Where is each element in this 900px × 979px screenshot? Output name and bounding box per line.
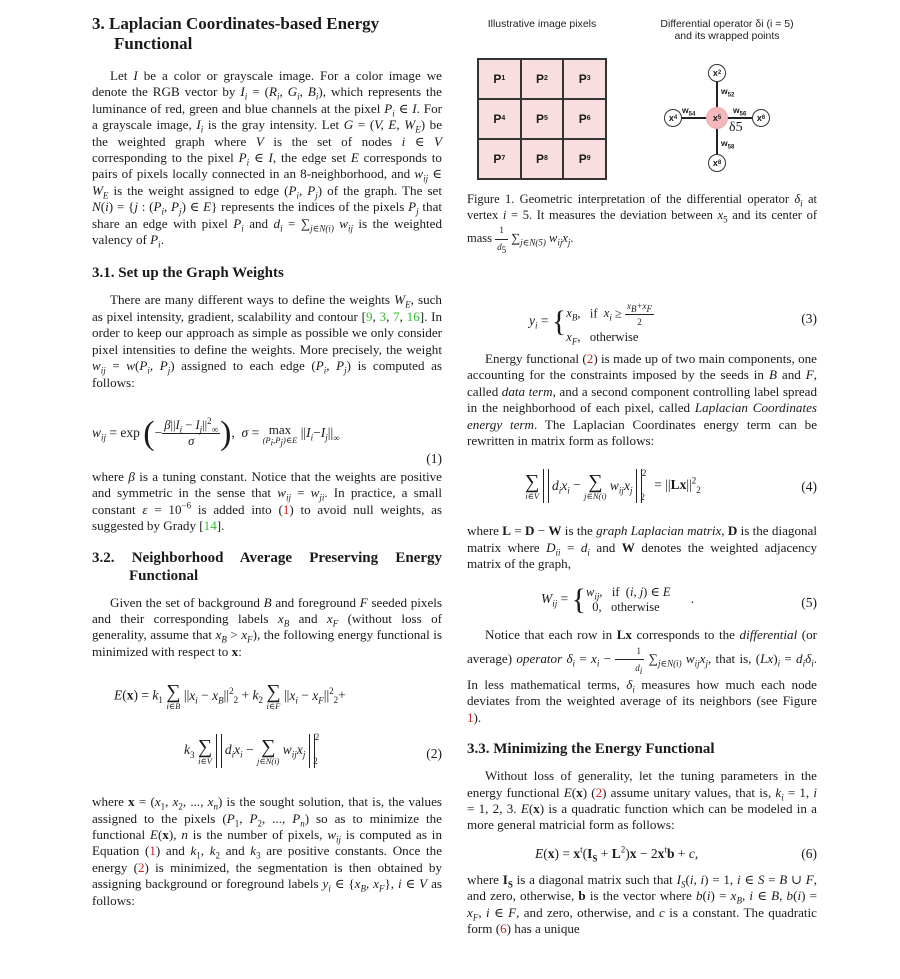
right-column <box>467 14 817 937</box>
equation-ref-link[interactable]: 2 <box>137 859 145 875</box>
graph-node-center: x 5 <box>706 107 728 129</box>
figure-caption: Figure 1. Geometric interpretation of the differential operator $\delta_i$ at vertex i = 5. It measures the deviation between $x_5$ and its center of mass $\frac{1}{d_5}$ $\sum_{j\in N(5)}$ $w_{ij}x_j$. <box>467 192 818 255</box>
equation-1: $w_{ij} = \exp$ (− $\frac{\beta||I_i - I_j||^2_\infty}{\sigma}$ ), σ = max $(P_i,P_j)\in E$ $||I_i-I_j||_\infty$ (1) <box>92 414 442 466</box>
citation-link[interactable]: 9 <box>365 308 373 324</box>
subsection-title-3-1: 3.1. Set up the Graph Weights <box>92 265 284 282</box>
equation-number: (1) <box>426 450 442 466</box>
paragraph-quadratic: where $I_S$ is a diagonal matrix such that $I_S(i$, i) = 1, i ∈ S = B ∪ F, and zero, otherwise, b is the vector where $b(i) = x_B$, i ∈ B, $b(i) = x_F$, i ∈ F, and zero, otherwise, and c is a constant. The quadratic form (6) has a unique <box>467 871 818 936</box>
graph-node-top: x 2 <box>708 64 726 82</box>
equation-number: (5) <box>801 594 817 610</box>
paragraph-energy: Energy functional (2) is made up of two main components, one accounting for the constraints imposed by the seeds in B and F, called data term, and a second component controlling label spread in the neighborhood of each pixel, called Laplacian Coordinates energy term. The Laplacian Coordinates energy term can be rewritten in matrix form as follows: <box>467 351 818 449</box>
citation-link[interactable]: 14 <box>203 518 217 534</box>
equation-number: (6) <box>801 845 817 861</box>
paragraph-notice: Notice that each row in Lx corresponds to the differential (or average) operator $\delta_i = x_i$ − $\frac{1}{d_i}$ $\sum_{j\in N(i)}$ $w_{ij}x_j$, that is, $(Lx)_i = d_i\delta_i$. In less mathematical terms, $\delta_i$ measures how much each node deviates from the weighted average of its neighbors (see Figure 1). <box>467 626 818 725</box>
paragraph-solution: where $x = (x_1$, $x_2$, ..., $x_n$) is the sought solution, that is, the values assigned to the pixels ($P_1$, $P_2$, ..., $P_n$) so as to minimize the functional E(x), n is the number of pixels, $w_{ij}$ is computed as in Equation (1) and $k_1$, $k_2$ and $k_3$ are positive constants. Once the energy (2) is minimized, the segmentation is then obtained by assigning background or foreground labels $y_i$ ∈ {$x_B$, $x_F$}, i ∈ V as follows: <box>92 794 443 908</box>
pixel-cell: P 5 <box>521 99 564 139</box>
paragraph-laplacian: where L = D − W is the graph Laplacian matrix, D is the diagonal matrix where $D_{ii} = d_i$ and W denotes the weighted adjacency matrix of the graph, <box>467 523 818 572</box>
equation-number: (4) <box>801 479 817 495</box>
graph-node-left: x 4 <box>664 109 682 127</box>
section-title: 3. Laplacian Coordinates-based Energy Functional <box>92 14 380 53</box>
equation-ref-link[interactable]: 6 <box>500 920 507 936</box>
equation-ref-link[interactable]: 1 <box>149 843 156 859</box>
pixel-cell: P 4 <box>478 99 521 139</box>
edge-weight-label: $w_{54}$ <box>682 105 696 118</box>
pixel-grid <box>477 58 607 180</box>
pixel-cell: P 9 <box>563 139 606 179</box>
pixel-cell: P 8 <box>521 139 564 179</box>
pixel-cell: P 2 <box>521 59 564 99</box>
graph-node-right: x 6 <box>752 109 770 127</box>
pixel-cell: P 3 <box>563 59 606 99</box>
equation-number: (2) <box>426 746 442 762</box>
figure-right-label: Differential operator δi (i = 5) and its wrapped points <box>660 18 794 42</box>
paragraph-tuning: where β is a tuning constant. Notice that the weights are positive and symmetric in the sense that $w_{ij} = w_{ji}$. In practice, a small constant $\varepsilon = 10^{-6}$ is added into (1) to avoid null weights, as suggested by Grady [14]. <box>92 468 442 534</box>
figure-1 <box>467 14 817 192</box>
figure-ref-link[interactable]: 1 <box>467 709 474 725</box>
equation-ref-link[interactable]: 2 <box>586 351 594 366</box>
paragraph-minimizing: Without loss of generality, let the tuning parameters in the energy functional E(x) (2) assume unitary values, that is, $k_i = 1$, i = 1, 2, 3. E(x) is a quadratic function which can be modeled in a more general matricial form as follows: <box>467 768 817 833</box>
figure-left-label: Illustrative image pixels <box>487 18 597 30</box>
edge-weight-label: $w_{58}$ <box>721 138 735 151</box>
edge-weight-label: $w_{52}$ <box>721 86 735 99</box>
equation-2: $E(x) = k_1$ ∑ i∈B $||x_i - x_B||^2_2 + k_2$ ∑ i∈F $||x_i - x_F||^2_2+$ $k_3$ ∑ i∈V $d_ix_i$ − ∑ j∈N(i) $w_{ij}x_j$ $^2_2$ (2) <box>114 681 442 767</box>
delta-label: δ5 <box>729 120 743 135</box>
equation-number: (3) <box>801 311 817 326</box>
paragraph-seeds: Given the set of background B and foreground F seeded pixels and their corresponding labels $x_B$ and $x_F$ (without loss of generality, assume that $x_B > x_F$), the following energy functional is minimized with respect to x: <box>92 594 443 659</box>
pixel-cell: P 6 <box>563 99 606 139</box>
equation-4: ∑ i∈V $d_ix_i$ − ∑ j∈N(i) $w_{ij}x_j$ $^2_2 = ||Lx||^2_2$ (4) <box>525 467 817 502</box>
equation-3: $y_i$ = { $x_B$, if $x_i$ ≥ $\frac{x_B+x_F}{2}$ $x_F$, otherwise (3) <box>529 301 817 347</box>
equation-ref-link[interactable]: 1 <box>282 501 290 517</box>
graph-node-bottom: x 8 <box>708 154 726 172</box>
citation-link[interactable]: 7 <box>393 308 400 324</box>
intro-paragraph: Let I be a color or grayscale image. For a color image we denote the RGB vector by $I_i = (R_i$, $G_i$, $B_i$), which represents the luminance of red, green and blue channels at the pixel $P_i$ ∈ I. For a grayscale image, $I_i$ is the gray intensity. Let G = (V, E, $W_E$) be the weighted graph where V is the set of nodes i ∈ V corresponding to the pixel $P_i$ ∈ I, the edge set E corresponds to pairs of pixels locally connected in an 8-neighborhood, and $w_{ij}$ ∈ $W_E$ is the weight assigned to edge ($P_i$, $P_j$) of the graph. The set N(i) = {j : ($P_i$, $P_j$) ∈ E} represents the indices of the pixels $P_j$ that share an edge with pixel $P_i$ and $d_i = \sum_{j\in N(i)}$ $w_{ij}$ is the weighted valency of $P_i$. <box>92 68 443 250</box>
equation-ref-link[interactable]: 2 <box>595 784 603 800</box>
left-column <box>92 14 442 909</box>
edge-weight-label: $w_{56}$ <box>733 105 747 118</box>
equation-6: $E(x) = x^t(I_S + L^2)x - 2x^tb + c$, (6) <box>535 844 817 864</box>
equation-5: $W_{ij}$ = { $w_{ij}$, if (i, j) ∈ E 0, otherwise . (5) <box>541 582 817 616</box>
subsection-title-3-3: 3.3. Minimizing the Energy Functional <box>467 741 715 758</box>
pixel-cell: P 1 <box>478 59 521 99</box>
pixel-cell: P 7 <box>478 139 521 179</box>
citation-link[interactable]: 3 <box>379 308 387 324</box>
paragraph-weights: There are many different ways to define the weights $W_E$, such as pixel intensity, gradient, scalability and contour [9, 3, 7, 16]. In order to keep our approach as simple as possible we only consider pixel intensities to define the weights. More precisely, the weight $w_{ij} = w(P_i$, $P_j$) assigned to each edge ($P_i$, $P_j$) is computed as follows: <box>92 292 443 390</box>
subsection-title-3-2: 3.2. Neighborhood Average Preserving Energy Functional <box>92 549 442 584</box>
citation-link[interactable]: 16 <box>406 308 420 324</box>
